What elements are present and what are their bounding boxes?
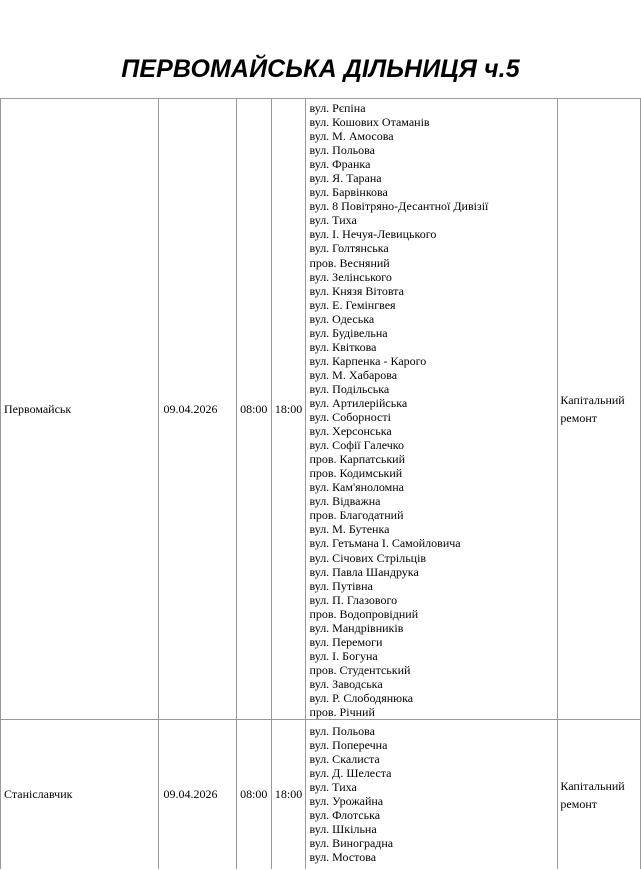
street-item: вул. Д. Шелеста — [309, 766, 392, 781]
street-item: вул. Е. Гемінгвея — [309, 297, 396, 312]
street-item: вул. Князя Вітовта — [309, 283, 404, 298]
street-item: вул. Будівельна — [309, 325, 388, 340]
street-item: вул. Тиха — [309, 780, 357, 795]
street-item: вул. Р. Слободянюка — [309, 690, 414, 705]
street-list — [309, 99, 557, 719]
settlement-cell: Первомайськ — [1, 99, 159, 720]
street-item: вул. Гетьмана І. Самойловича — [309, 536, 461, 551]
street-item: вул. Кам'яноломна — [309, 480, 404, 495]
end-time-cell: 18:00 — [271, 99, 306, 720]
work-type-cell: Капітальний ремонт — [558, 99, 641, 720]
settlement-cell: Станіславчик — [1, 720, 159, 870]
streets-cell — [306, 99, 558, 720]
street-item: вул. Шкільна — [309, 822, 377, 837]
street-item: вул. Польова — [309, 724, 375, 739]
street-item: вул. Урожайна — [309, 794, 384, 809]
street-item: вул. Соборності — [309, 410, 391, 425]
street-item: вул. Зелінського — [309, 269, 392, 284]
street-item: вул. Софії Галечко — [309, 438, 404, 453]
street-list — [309, 720, 557, 864]
street-item: вул. Голтянська — [309, 241, 389, 256]
street-item: вул. Херсонська — [309, 424, 392, 439]
end-time-cell: 18:00 — [271, 720, 306, 870]
street-item: вул. Артилерійська — [309, 395, 408, 410]
street-item: вул. Путівна — [309, 578, 373, 593]
street-item: вул. Павла Шандрука — [309, 564, 419, 579]
street-item: пров. Річний — [309, 705, 375, 720]
street-item: пров. Студентський — [309, 662, 411, 677]
street-item: вул. Флотська — [309, 808, 381, 823]
street-item: вул. Подільська — [309, 381, 390, 396]
street-item: вул. Карпенка - Карого — [309, 353, 427, 368]
street-item: вул. Виноградна — [309, 836, 394, 851]
street-item: вул. Заводська — [309, 676, 383, 691]
street-item: вул. Я. Тарана — [309, 171, 382, 186]
street-item: вул. Мостова — [309, 850, 377, 865]
table-row — [1, 99, 641, 720]
street-item: вул. Перемоги — [309, 634, 383, 649]
street-item: вул. Барвінкова — [309, 185, 388, 200]
street-item: вул. М. Бутенка — [309, 522, 390, 537]
outage-schedule-table — [0, 98, 641, 869]
page-title: ПЕРВОМАЙСЬКА ДІЛЬНИЦЯ ч.5 — [121, 55, 520, 83]
street-item: пров. Карпатський — [309, 452, 406, 467]
street-item: вул. Одеська — [309, 311, 375, 326]
street-item: вул. І. Богуна — [309, 648, 378, 663]
street-item: вул. 8 Повітряно-Десантної Дивізії — [309, 199, 489, 214]
street-item: вул. Тиха — [309, 213, 357, 228]
street-item: вул. П. Глазового — [309, 592, 398, 607]
work-type-cell: Капітальний ремонт — [558, 720, 641, 870]
street-item: вул. Кошових Отаманів — [309, 115, 430, 130]
street-item: пров. Водопровідний — [309, 606, 419, 621]
street-item: вул. І. Нечуя-Левицького — [309, 227, 437, 242]
street-item: пров. Кодимський — [309, 466, 403, 481]
street-item: пров. Благодатний — [309, 508, 404, 523]
street-item: вул. Франка — [309, 157, 371, 172]
date-cell: 09.04.2026 — [159, 99, 236, 720]
table-row — [1, 720, 641, 870]
street-item: вул. Січових Стрільців — [309, 550, 427, 565]
street-item: вул. М. Хабарова — [309, 367, 398, 382]
start-time-cell: 08:00 — [236, 99, 271, 720]
street-item: вул. Мандрівників — [309, 620, 404, 635]
street-item: вул. Рєпіна — [309, 101, 366, 115]
street-item: вул. Квіткова — [309, 339, 377, 354]
street-item: пров. Весняний — [309, 255, 390, 270]
street-item: вул. Польова — [309, 143, 375, 158]
street-item: вул. Скалиста — [309, 752, 380, 767]
street-item: вул. Відважна — [309, 494, 381, 509]
street-item: вул. М. Амосова — [309, 129, 394, 144]
streets-cell — [306, 720, 558, 870]
date-cell: 09.04.2026 — [159, 720, 236, 870]
start-time-cell: 08:00 — [236, 720, 271, 870]
street-item: вул. Поперечна — [309, 738, 388, 753]
